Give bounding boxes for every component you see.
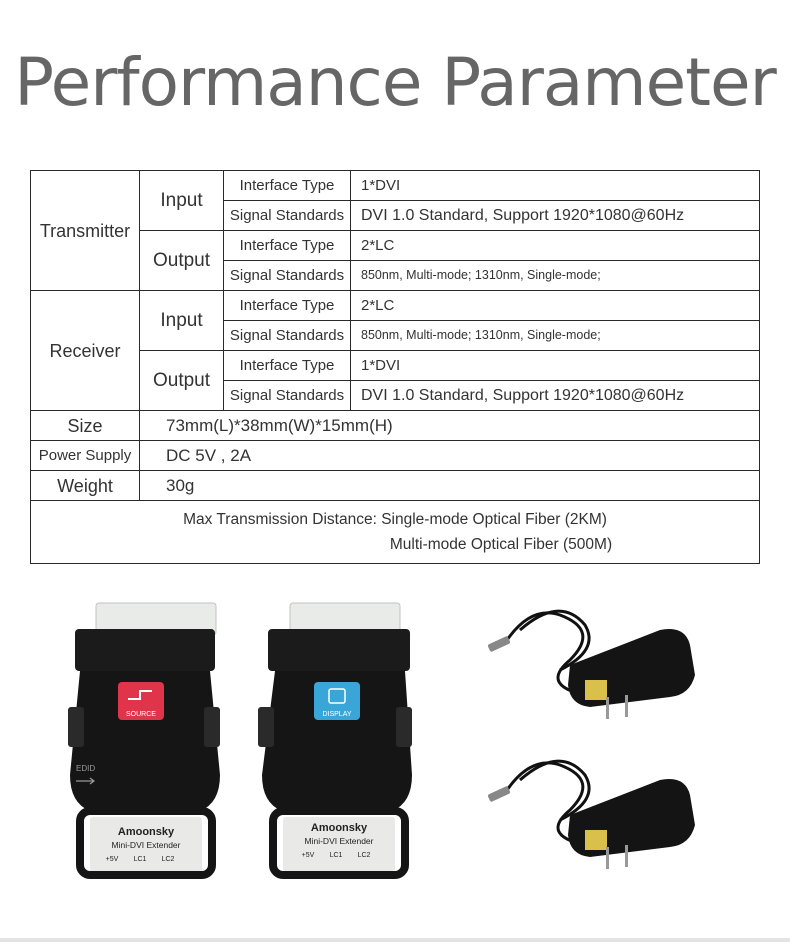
port-label: LC1	[133, 856, 147, 863]
interface-type-label: Interface Type	[224, 291, 351, 321]
receiver-input-label: Input	[140, 291, 224, 351]
spec-table	[30, 170, 760, 564]
edid-label: EDID	[76, 764, 96, 773]
product-photo	[0, 585, 790, 895]
receiver-brand: Amoonsky	[310, 822, 368, 834]
weight-value: 30g	[140, 471, 760, 501]
weight-label: Weight	[31, 471, 140, 501]
power-adapter-icon	[487, 611, 695, 719]
receiver-input-interface-value: 2*LC	[351, 291, 760, 321]
size-label: Size	[31, 411, 140, 441]
table-row	[31, 171, 760, 201]
distance-line-1: Max Transmission Distance: Single-mode Optical Fiber (2KM)	[183, 511, 607, 528]
transmitter-input-label: Input	[140, 171, 224, 231]
product-illustration	[0, 585, 790, 895]
signal-standards-label: Signal Standards	[224, 261, 351, 291]
source-label: SOURCE	[126, 711, 156, 718]
port-label: LC2	[357, 852, 371, 859]
power-supply-value: DC 5V , 2A	[140, 441, 760, 471]
receiver-output-label: Output	[140, 351, 224, 411]
transmitter-model: Mini-DVI Extender	[111, 840, 181, 850]
port-label: LC2	[161, 856, 175, 863]
power-supply-label: Power Supply	[31, 441, 140, 471]
receiver-label: Receiver	[31, 291, 140, 411]
port-label: LC1	[329, 852, 343, 859]
table-row	[31, 471, 760, 501]
transmitter-label: Transmitter	[31, 171, 140, 291]
interface-type-label: Interface Type	[224, 171, 351, 201]
power-adapter-icon	[487, 761, 695, 869]
port-label: +5V	[105, 856, 119, 863]
page-title: Performance Parameter	[14, 44, 776, 121]
interface-type-label: Interface Type	[224, 351, 351, 381]
size-value: 73mm(L)*38mm(W)*15mm(H)	[140, 411, 760, 441]
transmitter-device	[68, 603, 220, 875]
signal-standards-label: Signal Standards	[224, 201, 351, 231]
signal-standards-label: Signal Standards	[224, 381, 351, 411]
receiver-model: Mini-DVI Extender	[304, 836, 374, 846]
receiver-output-signal-value: DVI 1.0 Standard, Support 1920*1080@60Hz	[351, 381, 760, 411]
receiver-input-signal-value: 850nm, Multi-mode; 1310nm, Single-mode;	[351, 321, 760, 351]
table-row	[31, 231, 760, 261]
transmitter-output-interface-value: 2*LC	[351, 231, 760, 261]
signal-standards-label: Signal Standards	[224, 321, 351, 351]
port-label: +5V	[301, 852, 315, 859]
receiver-output-interface-value: 1*DVI	[351, 351, 760, 381]
transmitter-input-interface-value: 1*DVI	[351, 171, 760, 201]
table-row	[31, 441, 760, 471]
receiver-device	[258, 603, 412, 875]
transmitter-output-signal-value: 850nm, Multi-mode; 1310nm, Single-mode;	[351, 261, 760, 291]
transmission-distance	[31, 501, 760, 564]
transmitter-brand: Amoonsky	[117, 826, 175, 838]
bottom-divider	[0, 938, 790, 942]
table-row	[31, 411, 760, 441]
table-row	[31, 351, 760, 381]
display-label: DISPLAY	[322, 711, 352, 718]
interface-type-label: Interface Type	[224, 231, 351, 261]
transmitter-input-signal-value: DVI 1.0 Standard, Support 1920*1080@60Hz	[351, 201, 760, 231]
table-row	[31, 501, 760, 564]
table-row	[31, 291, 760, 321]
transmitter-output-label: Output	[140, 231, 224, 291]
distance-line-2: Multi-mode Optical Fiber (500M)	[389, 536, 613, 553]
